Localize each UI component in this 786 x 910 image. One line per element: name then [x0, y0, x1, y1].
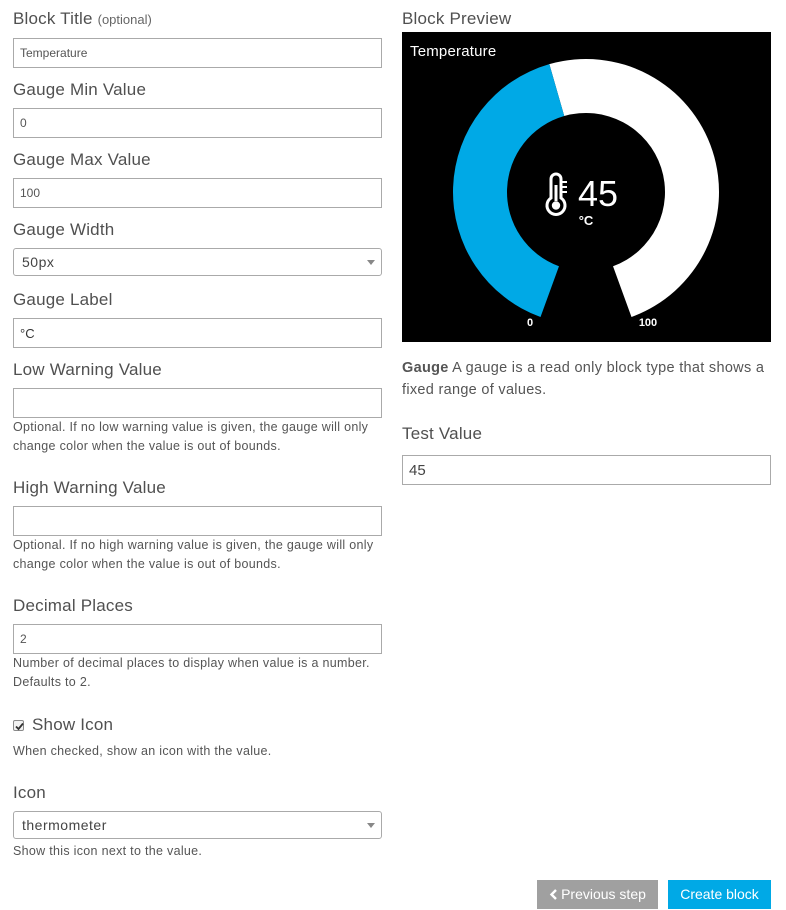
- chevron-left-icon: [549, 889, 558, 900]
- gauge-description-title: Gauge: [402, 360, 449, 376]
- test-value-label: Test Value: [402, 424, 483, 443]
- preview-title: Temperature: [410, 43, 497, 60]
- create-block-button[interactable]: Create block: [668, 880, 771, 909]
- gauge-min-input[interactable]: [13, 108, 382, 138]
- low-warning-input[interactable]: [13, 388, 382, 418]
- block-title-label-text: Block Title: [13, 9, 93, 28]
- gauge-min-label: 0: [526, 317, 534, 329]
- dropdown-caret-icon: [367, 260, 375, 265]
- low-warning-label: Low Warning Value: [13, 360, 162, 379]
- show-icon-help: When checked, show an icon with the value.: [13, 744, 272, 758]
- high-warning-help: Optional. If no high warning value is given, the gauge will only change color when the value is out of bounds.: [13, 538, 374, 571]
- gauge-width-selected: 50px: [22, 254, 55, 270]
- gauge-max-label: Gauge Max Value: [13, 150, 151, 169]
- gauge-unit: °C: [578, 213, 594, 228]
- gauge-width-select[interactable]: [13, 248, 382, 276]
- gauge-track: [549, 59, 719, 317]
- dropdown-caret-icon: [367, 823, 375, 828]
- gauge-preview: [402, 32, 771, 342]
- decimal-places-help: Number of decimal places to display when value is a number. Defaults to 2.: [13, 656, 370, 689]
- low-warning-help: Optional. If no low warning value is given, the gauge will only change color when the value is out of bounds.: [13, 420, 369, 453]
- gauge-description-text: A gauge is a read only block type that shows a fixed range of values.: [402, 360, 765, 398]
- gauge-width-label: Gauge Width: [13, 220, 115, 239]
- high-warning-label: High Warning Value: [13, 478, 166, 497]
- thermometer-icon: [547, 174, 567, 214]
- gauge-max-label: 100: [638, 317, 658, 329]
- gauge-label-label: Gauge Label: [13, 290, 113, 309]
- gauge-label-input[interactable]: [13, 318, 382, 348]
- decimal-places-input[interactable]: [13, 624, 382, 654]
- show-icon-label: Show Icon: [32, 715, 114, 734]
- checkmark-icon: [14, 721, 25, 732]
- high-warning-input[interactable]: [13, 506, 382, 536]
- block-title-input[interactable]: [13, 38, 382, 68]
- show-icon-checkbox[interactable]: [13, 720, 24, 731]
- icon-selected: thermometer: [22, 817, 107, 833]
- decimal-places-label: Decimal Places: [13, 596, 133, 615]
- block-title-label: [13, 9, 152, 29]
- block-preview-heading: Block Preview: [402, 9, 512, 28]
- gauge-value: 45: [578, 173, 619, 214]
- icon-help: Show this icon next to the value.: [13, 844, 203, 858]
- icon-label: Icon: [13, 783, 46, 802]
- gauge-chart: [402, 32, 771, 342]
- test-value-input[interactable]: [402, 455, 771, 485]
- optional-hint: (optional): [97, 12, 152, 27]
- icon-select[interactable]: [13, 811, 382, 839]
- gauge-description: [402, 357, 771, 401]
- gauge-fill: [453, 64, 564, 317]
- show-icon-row: [13, 715, 113, 735]
- previous-step-button[interactable]: [537, 880, 658, 909]
- gauge-min-label: Gauge Min Value: [13, 80, 147, 99]
- gauge-max-input[interactable]: [13, 178, 382, 208]
- previous-step-label: Previous step: [561, 886, 646, 902]
